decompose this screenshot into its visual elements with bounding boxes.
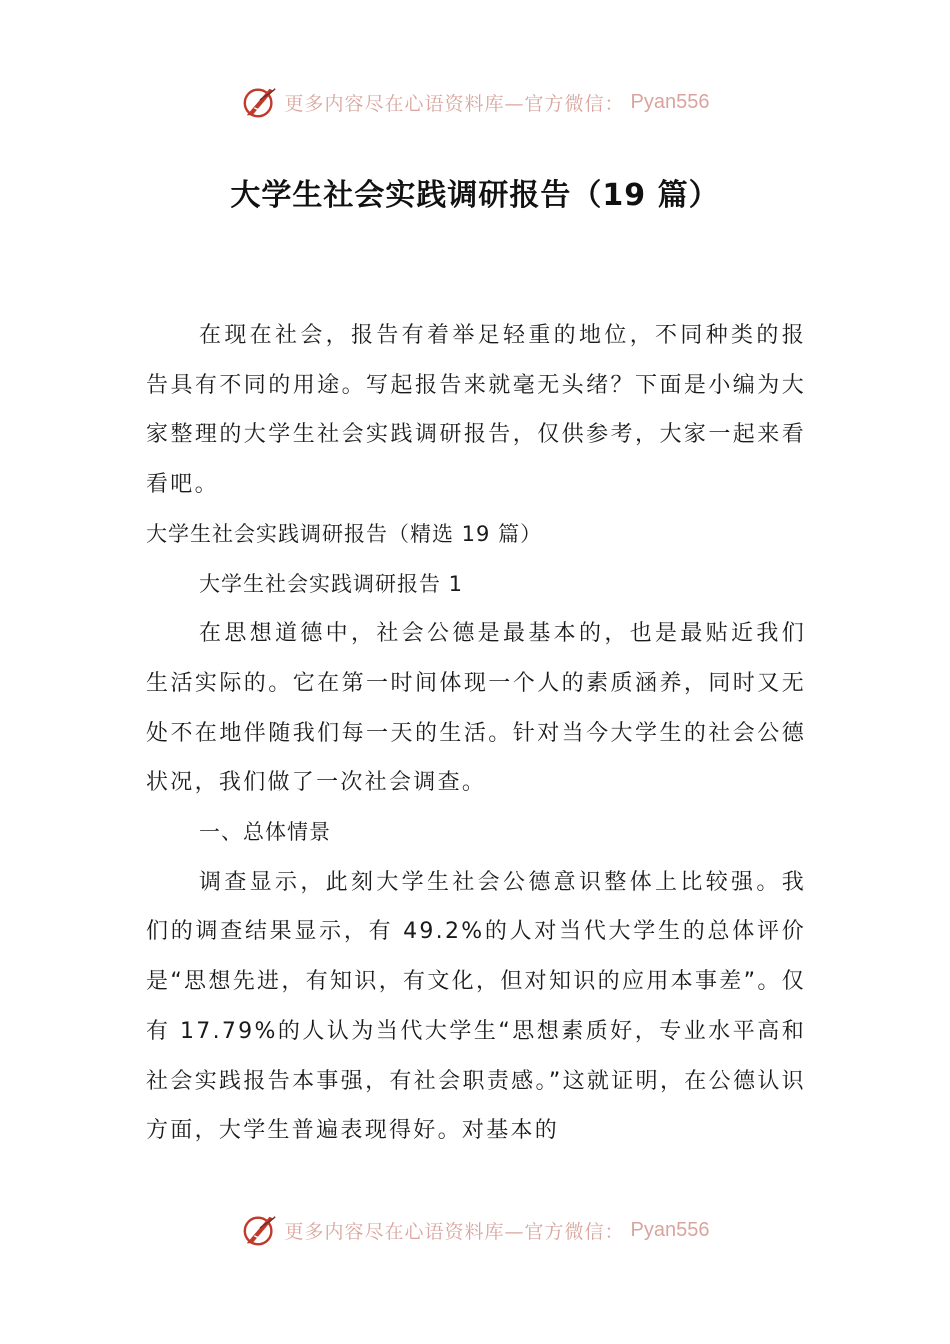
collection-heading: 大学生社会实践调研报告（精选 19 篇） bbox=[146, 521, 543, 546]
header-banner bbox=[0, 80, 950, 124]
banner-text: 更多内容尽在心语资料库—官方微信： bbox=[284, 1220, 625, 1243]
document-body bbox=[146, 311, 806, 1156]
report-heading: 大学生社会实践调研报告 1 bbox=[199, 571, 464, 596]
section-heading: 一、总体情景 bbox=[199, 820, 331, 845]
quill-logo-icon bbox=[241, 83, 279, 121]
document-title: 大学生社会实践调研报告（19 篇） bbox=[230, 178, 720, 213]
banner-wechat-handle: Pyan556 bbox=[630, 90, 710, 113]
footer-banner bbox=[0, 1208, 950, 1252]
body-paragraph: 在思想道德中，社会公德是最基本的，也是最贴近我们生活实际的。它在第一时间体现一个人的素质涵养，同时又无处不在地伴随我们每一天的生活。针对当今大学生的社会公德状况，我们做了一次社会调查。 bbox=[146, 621, 806, 796]
banner-wechat-handle: Pyan556 bbox=[630, 1218, 710, 1241]
banner-text: 更多内容尽在心语资料库—官方微信： bbox=[284, 92, 625, 115]
body-paragraph: 调查显示，此刻大学生社会公德意识整体上比较强。我们的调查结果显示，有 49.2%的人对当代大学生的总体评价是“思想先进，有知识，有文化，但对知识的应用本事差”。仅有 17.79%的人认为当代大学生“思想素质好，专业水平高和社会实践报告本事强，有社会职责感。”这就证明，在公德认识方面，大学生普遍表现得好。对基本的 bbox=[146, 869, 806, 1144]
quill-logo-icon bbox=[241, 1211, 279, 1249]
intro-paragraph: 在现在社会，报告有着举足轻重的地位，不同种类的报告具有不同的用途。写起报告来就毫无头绪？下面是小编为大家整理的大学生社会实践调研报告，仅供参考，大家一起来看看吧。 bbox=[146, 323, 806, 498]
